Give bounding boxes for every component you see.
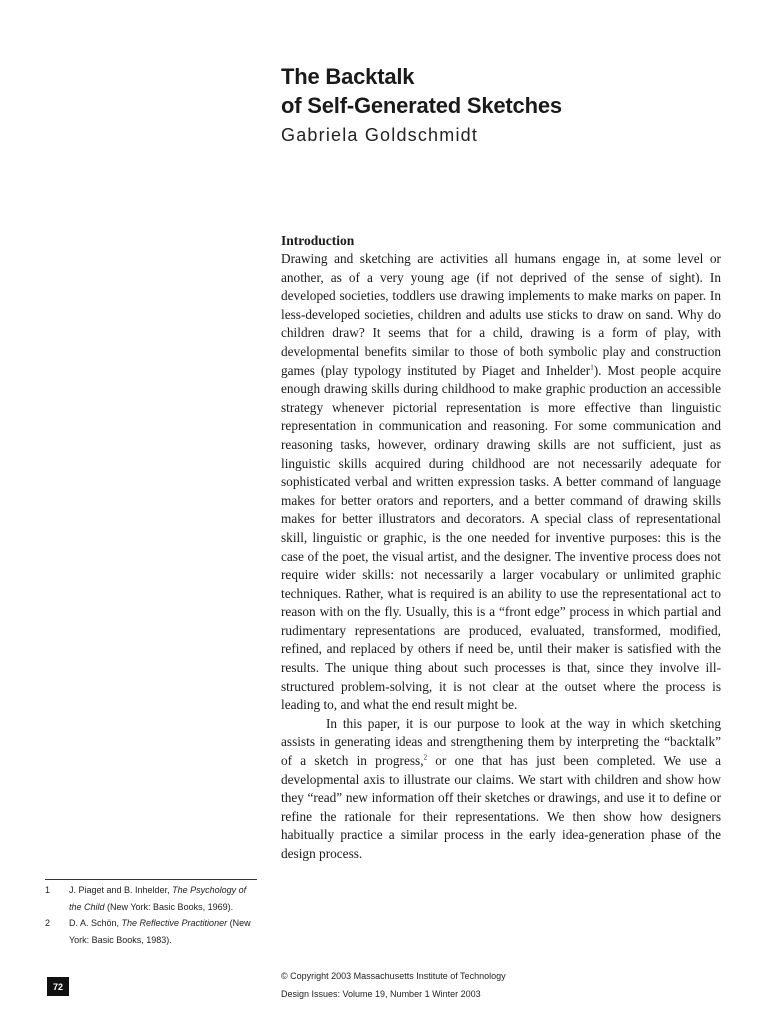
footnotes — [45, 882, 257, 948]
title-line-2: of Self-Generated Sketches — [281, 93, 562, 118]
author-name: Gabriela Goldschmidt — [281, 125, 479, 145]
paragraph — [281, 250, 721, 715]
paragraph-text: ). Most people acquire enough drawing skills during childhood to make graphic production an accessible strategy whenever pictorial representation is more effective than linguistic representation in communication and reasoning. For some communication and reasoning tasks, however, ordinary drawing skills are not sufficient, just as linguistic skills acquired during childhood are not necessarily adequate for sophisticated verbal and written expression tasks. A better command of language makes for better orators and reporters, and a better command of drawing skills makes for better illustrators and decorators. A special class of representational skill, linguistic or graphic, is the one needed for inventive purposes: this is the case of the poet, the visual artist, and the designer. The inventive process does not require wider skills: not necessarily a larger vocabulary or unlimited graphic techniques. Rather, what is required is an ability to use the representational act to reason with on the fly. Usually, this is a “front edge” process in which partial and rudimentary representations are produced, evaluated, transformed, modified, refined, and replaced by others if need be, until their maker is satisfied with the results. The unique thing about such processes is that, since they involve ill-structured problem-solving, it is not clear at the outset where the process is leading to, and what the end result might be. — [281, 362, 721, 713]
footnote-text — [69, 915, 257, 948]
copyright-notice: © Copyright 2003 Massachusetts Institute of Technology — [281, 971, 506, 981]
page-number: 72 — [47, 977, 69, 996]
title-line-1: The Backtalk — [281, 64, 415, 89]
footnote-text-part: D. A. Schön, — [69, 918, 122, 928]
article-body — [281, 250, 721, 864]
footnote-text — [69, 882, 257, 915]
footnote — [45, 882, 257, 915]
footnote-book-title: The Psychology of the Child — [69, 885, 247, 912]
footnote-number: 1 — [45, 885, 51, 895]
paragraph-text: or one that has just been completed. We use a developmental axis to illustrate our claims. We start with children and show how they “read” new information off their sketches or drawings, and use it to define or refine the rationale for their representations. We then show how designers habitually practice a similar process in the early idea-generation phase of the design process. — [281, 753, 721, 861]
footnote-ref: 1 — [590, 363, 594, 372]
paragraph — [281, 715, 721, 864]
paragraph-text: In this paper, it is our purpose to look at the way in which sketching assists in generating ideas and strengthening them by interpreting the “backtalk” of a sketch in progress, — [281, 715, 721, 769]
article-title — [281, 62, 741, 120]
journal-issue: Design Issues: Volume 19, Number 1 Winter 2003 — [281, 989, 481, 999]
footnote-text-part: (New York: Basic Books, 1983). — [69, 918, 251, 945]
paragraph-text: Drawing and sketching are activities all humans engage in, at some level or another, as of a very young age (if not deprived of the sense of sight). In developed societies, toddlers use drawing implements to make marks on paper. In less-developed societies, children and adults use sticks to draw on sand. Why do children draw? It seems that for a child, drawing is a form of play, with developmental benefits similar to those of both symbolic play and construction games (play typology instituted by Piaget and Inhelder — [281, 251, 721, 378]
section-heading: Introduction — [281, 233, 355, 248]
footnote-divider — [45, 879, 257, 880]
footnote-number: 2 — [45, 918, 51, 928]
footnote-text-part: (New York: Basic Books, 1969). — [104, 901, 234, 912]
footnote-ref: 2 — [423, 753, 428, 762]
footnote-text-part: J. Piaget and B. Inhelder, — [69, 885, 173, 895]
footnote — [45, 915, 257, 948]
footnote-book-title: The Reflective Practitioner — [121, 918, 228, 928]
